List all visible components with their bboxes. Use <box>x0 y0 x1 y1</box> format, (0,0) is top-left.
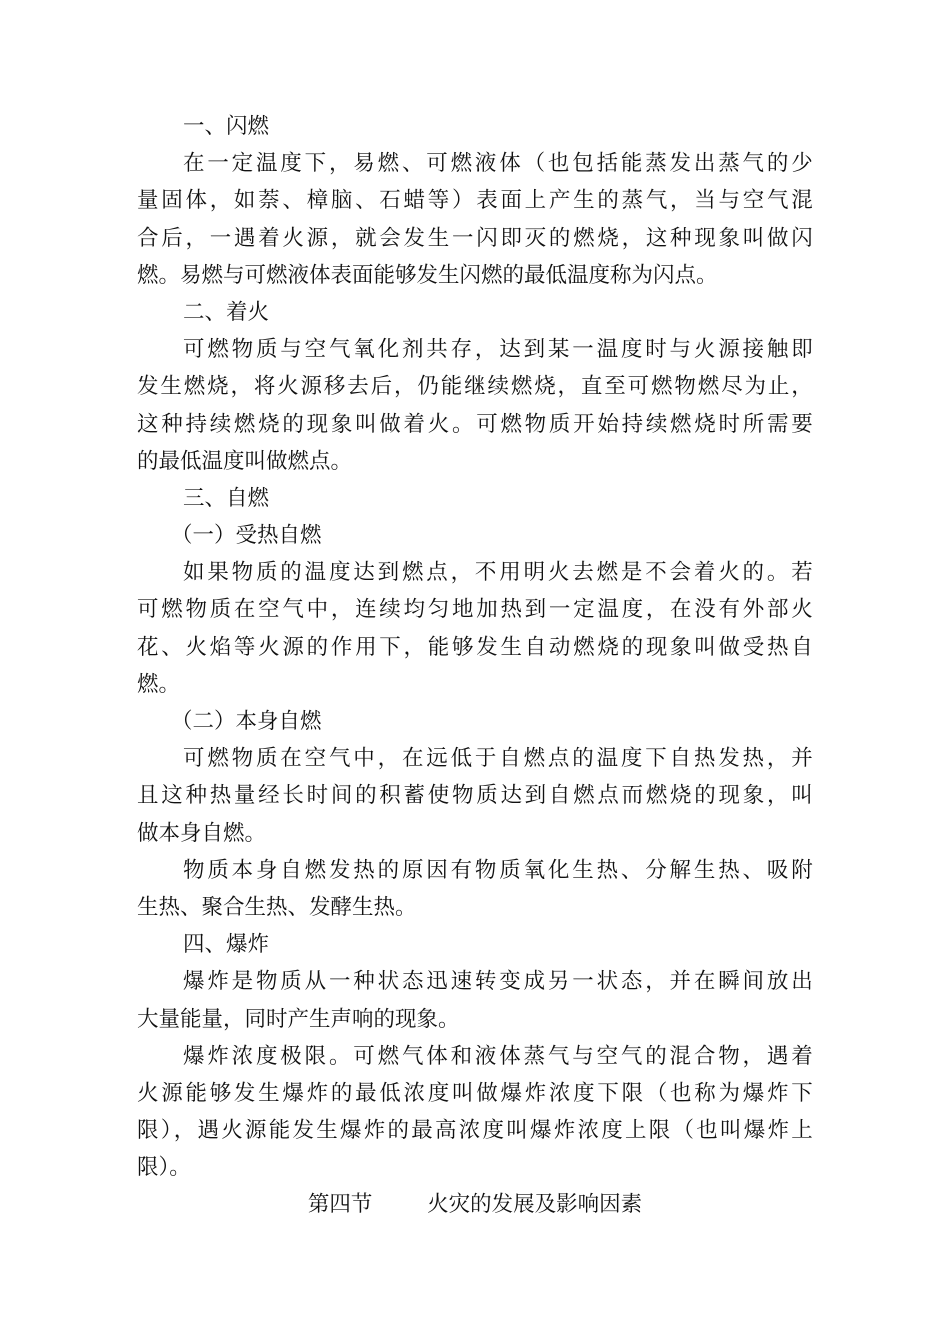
section-title-text: 火灾的发展及影响因素 <box>427 1192 643 1218</box>
paragraph-line: 做本身自燃。 <box>137 820 267 846</box>
heading-flash: 一、闪燃 <box>183 114 270 139</box>
paragraph-line: 燃。易燃与可燃液体表面能够发生闪燃的最低温度称为闪点。 <box>137 262 718 288</box>
heading-explosion: 四、爆炸 <box>183 932 270 958</box>
section-number: 第四节 <box>307 1192 373 1218</box>
paragraph-line: 可燃物质与空气氧化剂共存，达到某一温度时与火源接触即 <box>183 337 813 363</box>
paragraph-line: 生热、聚合生热、发酵生热。 <box>137 894 417 920</box>
section-title <box>137 1186 813 1223</box>
paragraph-line: 爆炸浓度极限。可燃气体和液体蒸气与空气的混合物，遇着 <box>183 1043 813 1069</box>
paragraph-line: 爆炸是物质从一种状态迅速转变成另一状态，并在瞬间放出 <box>183 969 813 995</box>
paragraph-line: 如果物质的温度达到燃点，不用明火去燃是不会着火的。若 <box>183 560 813 586</box>
paragraph-line: 物质本身自燃发热的原因有物质氧化生热、分解生热、吸附 <box>183 857 813 883</box>
paragraph-line: 在一定温度下，易燃、可燃液体（也包括能蒸发出蒸气的少 <box>183 151 813 177</box>
paragraph-line: 可燃物质在空气中，连续均匀地加热到一定温度，在没有外部火 <box>137 597 813 623</box>
document-page <box>137 108 813 1224</box>
paragraph-line: 量固体，如萘、樟脑、石蜡等）表面上产生的蒸气，当与空气混 <box>137 188 813 214</box>
paragraph-line: 的最低温度叫做燃点。 <box>137 448 353 474</box>
paragraph-line: 这种持续燃烧的现象叫做着火。可燃物质开始持续燃烧时所需要 <box>137 411 813 437</box>
paragraph-line: 花、火焰等火源的作用下，能够发生自动燃烧的现象叫做受热自 <box>137 634 813 660</box>
paragraph-line: 燃。 <box>137 671 181 697</box>
paragraph-line: 且这种热量经长时间的积蓄使物质达到自燃点而燃烧的现象，叫 <box>137 783 813 809</box>
paragraph-line: 限）。 <box>137 1155 191 1181</box>
paragraph-line: 大量能量，同时产生声响的现象。 <box>137 1006 460 1032</box>
heading-autoignition: 三、自燃 <box>183 485 270 511</box>
paragraph-line: 合后，一遇着火源，就会发生一闪即灭的燃烧，这种现象叫做闪 <box>137 225 813 251</box>
paragraph-line: 发生燃烧，将火源移去后，仍能继续燃烧，直至可燃物燃尽为止， <box>137 374 813 400</box>
paragraph-line: 火源能够发生爆炸的最低浓度叫做爆炸浓度下限（也称为爆炸下 <box>137 1080 813 1106</box>
heading-ignition: 二、着火 <box>183 299 270 325</box>
paragraph-line: 可燃物质在空气中，在远低于自燃点的温度下自热发热，并 <box>183 746 813 772</box>
paragraph-line: 限），遇火源能发生爆炸的最高浓度叫爆炸浓度上限（也叫爆炸上 <box>137 1118 813 1144</box>
subheading-spontaneous-combustion: （二）本身自燃 <box>171 709 322 734</box>
subheading-heated-autoignition: （一）受热自燃 <box>171 523 322 549</box>
